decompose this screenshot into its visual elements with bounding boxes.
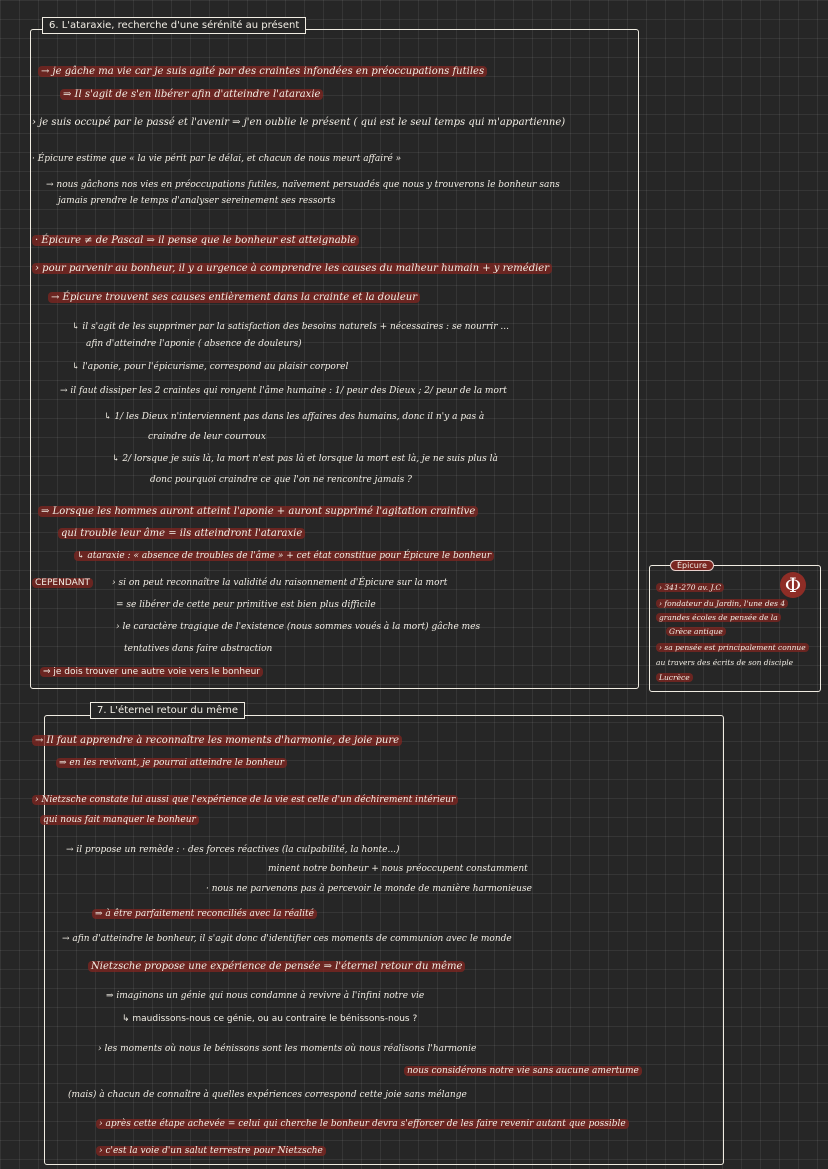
s6-line-8: › pour parvenir au bonheur, il y a urgence à comprendre les causes du malheur humain + y remédier [32,262,552,276]
philosophy-phi-icon: Φ [780,572,806,598]
s7-line-10: Nietzsche propose une expérience de pensée ⇒ l'éternel retour du même [88,960,465,974]
s7-line-8: ⇒ à être parfaitement reconciliés avec la réalité [92,907,317,921]
s6-line-21: › si on peut reconnaître la validité du raisonnement d'Épicure sur la mort [112,578,448,588]
s6-line-2: ⇒ Il s'agit de s'en libérer afin d'atteindre l'ataraxie [60,88,323,102]
s6-line-13: → il faut dissiper les 2 craintes qui rongent l'âme humaine : 1/ peur des Dieux ; 2/ peur de la mort [60,386,507,396]
s6-line-14: ↳ 1/ les Dieux n'interviennent pas dans les affaires des humains, donc il n'y a pas à [104,412,485,422]
s7-line-13: › les moments où nous le bénissons sont les moments où nous réalisons l'harmonie [98,1044,477,1054]
s7-line-2: ⇒ en les revivant, je pourrai atteindre le bonheur [56,756,287,770]
s7-line-14: nous considérons notre vie sans aucune amertume [404,1064,642,1078]
s7-line-9: → afin d'atteindre le bonheur, il s'agit donc d'identifier ces moments de communion avec le monde [62,934,512,944]
s6-line-22: = se libérer de cette peur primitive est bien plus difficile [116,600,376,610]
s6-line-16: ↳ 2/ lorsque je suis là, la mort n'est pas là et lorsque la mort est là, je ne suis plus là [112,454,498,464]
s7-line-7: · nous ne parvenons pas à percevoir le monde de manière harmonieuse [206,884,532,894]
section-7-title: 7. L'éternel retour du même [90,702,245,719]
s7-line-3: › Nietzsche constate lui aussi que l'expérience de la vie est celle d'un déchirement intérieur [32,793,458,807]
s6-line-17: donc pourquoi craindre ce que l'on ne rencontre jamais ? [150,475,412,485]
s6-line-23: › le caractère tragique de l'existence (nous sommes voués à la mort) gâche mes [116,622,481,632]
s7-line-17: › c'est la voie d'un salut terrestre pour Nietzsche [96,1144,326,1158]
s6-line-5: → nous gâchons nos vies en préoccupations futiles, naïvement persuadés que nous y trouverons le bonheur sans [46,180,560,190]
s6-line-3: › je suis occupé par le passé et l'avenir ⇒ j'en oublie le présent ( qui est le seul temps qui m'appartienne) [32,117,566,128]
s6-line-18: ⇒ Lorsque les hommes auront atteint l'aponie + auront supprimé l'agitation craintive [38,505,478,519]
epicure-line-4: Grèce antique [666,626,726,637]
epicure-line-3: grandes écoles de pensée de la [656,612,781,623]
s6-line-4: · Épicure estime que « la vie périt par le délai, et chacun de nous meurt affairé » [32,154,402,164]
epicure-line-7: Lucrèce [656,672,693,683]
s6-cependant: CEPENDANT [32,576,93,590]
s6-line-20: ↳ ataraxie : « absence de troubles de l'âme » + cet état constitue pour Épicure le bonheur [74,549,494,563]
epicure-line-2: › fondateur du Jardin, l'une des 4 [656,598,788,609]
s6-line-1: → je gâche ma vie car je suis agité par des craintes infondées en préoccupations futiles [38,65,487,79]
section-6-title: 6. L'ataraxie, recherche d'une sérénité au présent [42,17,306,34]
s6-line-24: tentatives dans faire abstraction [124,644,273,654]
epicure-line-5: › sa pensée est principalement connue [656,642,809,653]
s6-line-9: → Épicure trouvent ses causes entièrement dans la crainte et la douleur [48,291,420,305]
s7-line-12: ↳ maudissons-nous ce génie, ou au contraire le bénissons-nous ? [122,1014,418,1024]
epicure-card [649,561,821,692]
epicure-badge: Épicure [670,560,714,571]
s7-line-6: minent notre bonheur + nous préoccupent constamment [268,864,528,874]
s7-line-16: › après cette étape achevée = celui qui cherche le bonheur devra s'efforcer de les faire revenir autant que possible [96,1117,629,1131]
epicure-line-1: › 341-270 av. J.C [656,582,724,593]
s7-line-4: qui nous fait manquer le bonheur [40,813,199,827]
s7-line-1: → Il faut apprendre à reconnaître les moments d'harmonie, de joie pure [32,734,402,748]
s6-line-7: · Épicure ≠ de Pascal ⇒ il pense que le bonheur est atteignable [32,234,359,248]
epicure-line-6: au travers des écrits de son disciple [656,658,794,667]
s6-line-15: craindre de leur courroux [148,432,266,442]
s6-line-10: ↳ il s'agit de les supprimer par la satisfaction des besoins naturels + nécessaires : se nourrir ... [72,322,509,332]
s7-line-11: ⇒ imaginons un génie qui nous condamne à revivre à l'infini notre vie [106,991,425,1001]
s6-line-25: ⇒ je dois trouver une autre voie vers le bonheur [40,665,263,679]
s6-line-12: ↳ l'aponie, pour l'épicurisme, correspond au plaisir corporel [72,362,349,372]
s6-line-11: afin d'atteindre l'aponie ( absence de douleurs) [86,339,302,349]
s6-line-19: qui trouble leur âme = ils atteindront l'ataraxie [58,527,305,541]
s6-line-6: jamais prendre le temps d'analyser sereinement ses ressorts [58,196,336,206]
s7-line-15: (mais) à chacun de connaître à quelles expériences correspond cette joie sans mélange [68,1090,467,1100]
s7-line-5: → il propose un remède : · des forces réactives (la culpabilité, la honte...) [66,845,400,855]
